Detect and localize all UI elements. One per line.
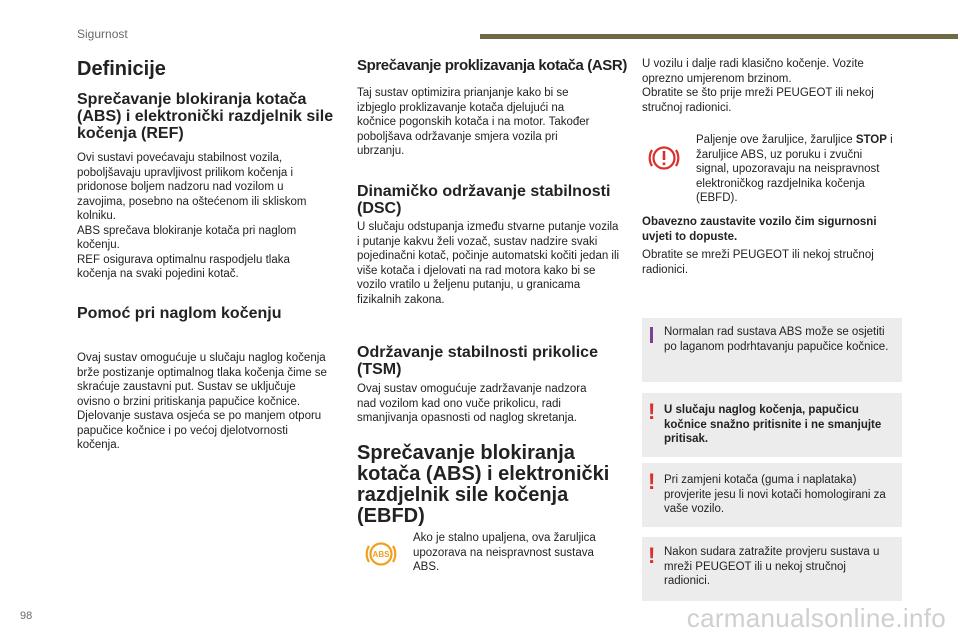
exclamation-icon: ! <box>648 399 656 424</box>
tsm-heading: Održavanje stabilnosti prikolice (TSM) <box>357 344 598 378</box>
warning-box-braking <box>642 393 902 457</box>
page-number: 98 <box>20 610 33 622</box>
asr-heading: Sprečavanje proklizavanja kotača (ASR) <box>357 57 627 74</box>
watermark: carmanualsonline.info <box>686 603 946 633</box>
dsc-heading: Dinamičko održavanje stabilnosti (DSC) <box>357 183 611 217</box>
header-rule <box>480 34 958 39</box>
asr-body: Taj sustav optimizira prianjanje kako bi se izbjeglo proklizavanje kotača djelujući na kočnice pogonskih kotača i na motor. Također poboljšava održavanje smjera vozila pri ubrzanju. <box>357 87 590 157</box>
brake-warning-icon <box>646 140 682 181</box>
info-note-text: Normalan rad sustava ABS može se osjetiti po laganom podrhtavanju papučice kočnice. <box>664 326 889 353</box>
dsc-body: U slučaju odstupanja između stvarne putanje vozila i putanje kakvu želi vozač, sustav nadzire svaki pojedinačni kotač, počinje automatski kočiti jedan ili više kotača i djelovati na rad motora kako bi se vozilo vratilo u željenu putanju, u granicama fizikalnih zakona. <box>357 221 620 306</box>
ref-body: Ovi sustavi povećavaju stabilnost vozila, poboljšavaju upravljivost prilikom kočenja i pridonose boljem nadzoru nad vozilom u zavojima, posebno na oštećenom ili skliskom kolniku. ABS sprečava blokiranje kotača pri naglom kočenju. REF osigurava optimalnu raspodjelu tlaka kočenja na svaki pojedini kotač. <box>77 152 307 280</box>
contact-network-text: Obratite se mreži PEUGEOT ili nekoj stručnoj radionici. <box>642 249 874 276</box>
classic-braking-text: U vozilu i dalje radi klasično kočenje. Vozite oprezno umjerenom brzinom. Obratite se što prije mreži PEUGEOT ili nekoj stručnoj radionici. <box>642 58 874 114</box>
warning-box-wheels <box>642 463 902 527</box>
abs-ebfd-heading: Sprečavanje blokiranja kotača (ABS) i elektronički razdjelnik sile kočenja (EBFD) <box>357 442 610 527</box>
abs-icon-label: ABS <box>372 550 390 559</box>
ebfd-warning-text: Paljenje ove žaruljice, žaruljice STOP i žaruljice ABS, uz poruku i zvučni signal, upozoravaju na neispravnost elektroničkog razdjelnika kočenja (EBFD). <box>696 134 893 204</box>
exclamation-icon: ! <box>648 543 656 568</box>
brake-assist-heading: Pomoć pri naglom kočenju <box>77 305 282 322</box>
page-title: Definicije <box>77 58 166 80</box>
info-note-box <box>642 318 902 382</box>
abs-warning-text: Ako je stalno upaljena, ova žaruljica upozorava na neispravnost sustava ABS. <box>413 532 596 573</box>
warning-collision-text: Nakon sudara zatražite provjeru sustava u mreži PEUGEOT ili u nekoj stručnoj radionici. <box>664 546 880 587</box>
ref-heading: Sprečavanje blokiranja kotača (ABS) i elektronički razdjelnik sile kočenja (REF) <box>77 91 334 142</box>
info-icon <box>650 327 653 343</box>
section-label: Sigurnost <box>77 27 128 41</box>
warning-braking-text: U slučaju naglog kočenja, papučicu kočnice snažno pritisnite i ne smanjujte pritisak. <box>664 404 882 445</box>
warning-wheels-text: Pri zamjeni kotača (guma i naplataka) provjerite jesu li novi kotači homologirani za vaše vozilo. <box>664 474 886 515</box>
tsm-body: Ovaj sustav omogućuje zadržavanje nadzora nad vozilom kad ono vuče prikolicu, radi smanjivanja opasnosti od naglog skretanja. <box>357 383 587 424</box>
stop-vehicle-text: Obavezno zaustavite vozilo čim sigurnosni uvjeti to dopuste. <box>642 216 877 243</box>
warning-box-collision <box>642 537 902 601</box>
abs-warning-icon <box>364 537 398 576</box>
exclamation-icon: ! <box>648 469 656 494</box>
brake-assist-body: Ovaj sustav omogućuje u slučaju naglog kočenja brže postizanje optimalnog tlaka kočenja čime se skraćuje zaustavni put. Sustav se uključuje ovisno o brzini pritiskanja papučice kočnice. Djelovanje sustava osjeća se po manjem otporu papučice kočnice i po većoj djelotvornosti kočenja. <box>77 352 327 451</box>
